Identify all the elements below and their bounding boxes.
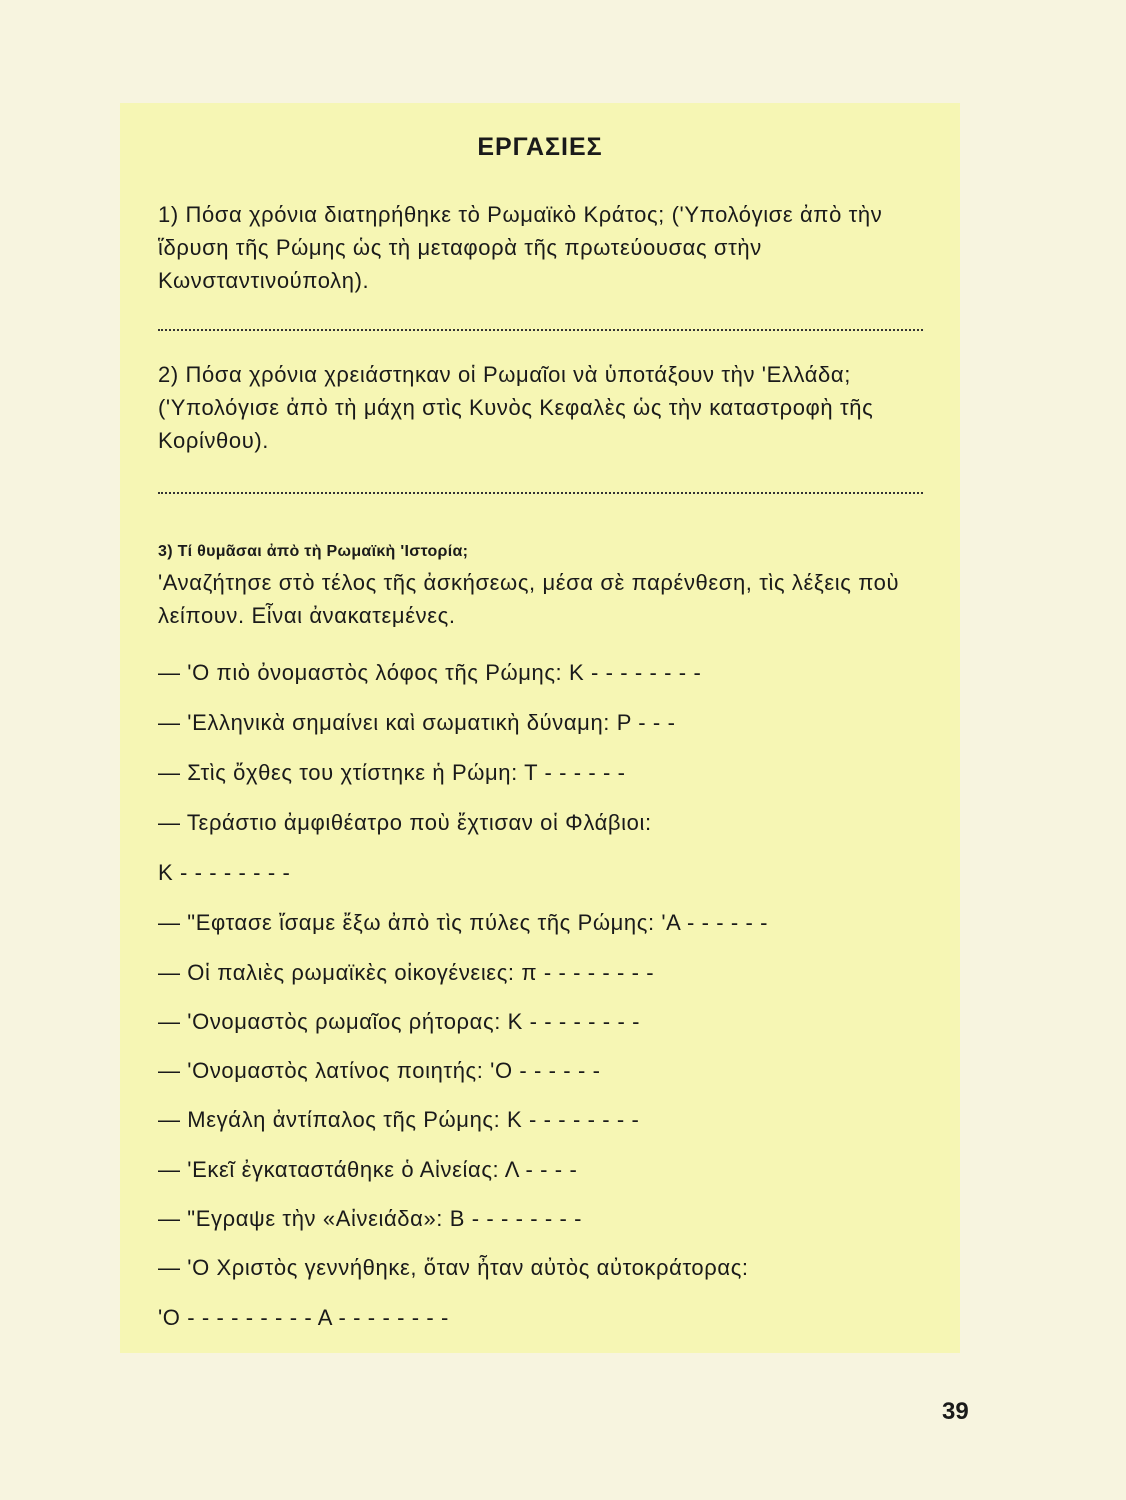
list-item: — 'Εκεῖ ἐγκαταστάθηκε ὁ Αἰνείας: Λ - - - - bbox=[158, 1157, 578, 1182]
page-number: 39 bbox=[942, 1398, 969, 1425]
question-3-heading: 3) Τί θυμᾶσαι ἀπὸ τὴ Ρωμαϊκὴ 'Ιστορία; bbox=[158, 543, 469, 560]
answer-line-2 bbox=[158, 492, 923, 494]
question-2: 2) Πόσα χρόνια χρειάστηκαν οἱ Ρωμαῖοι νὰ ὑποτάξουν τὴν 'Ελλάδα; ('Υπολόγισε ἀπὸ τὴ μάχη στὶς Κυνὸς Κεφαλὲς ὡς τὴν καταστροφὴ τῆς Κορίνθου). bbox=[158, 362, 874, 453]
answer-line-1 bbox=[158, 329, 923, 331]
question-3-intro: 'Αναζήτησε στὸ τέλος τῆς ἀσκήσεως, μέσα σὲ παρένθεση, τὶς λέξεις ποὺ λείπουν. Εἶναι ἀνακατεμένες. bbox=[158, 570, 900, 628]
exercise-panel bbox=[120, 103, 960, 1353]
list-item: — "Εγραψε τὴν «Αἰνειάδα»: Β - - - - - - - - bbox=[158, 1206, 583, 1231]
list-item: — Στὶς ὄχθες του χτίστηκε ἡ Ρώμη: Τ - - - - - - bbox=[158, 760, 626, 785]
list-item: — "Εφτασε ἴσαμε ἔξω ἀπὸ τὶς πύλες τῆς Ρώμης: 'Α - - - - - - bbox=[158, 910, 769, 935]
list-item: Κ - - - - - - - - bbox=[158, 860, 291, 885]
list-item: — Τεράστιο ἀμφιθέατρο ποὺ ἔχτισαν οἱ Φλάβιοι: bbox=[158, 810, 652, 835]
question-1: 1) Πόσα χρόνια διατηρήθηκε τὸ Ρωμαϊκὸ Κράτος; ('Υπολόγισε ἀπὸ τὴν ἵδρυση τῆς Ρώμης ὡς τὴ μεταφορὰ τῆς πρωτεύουσας στὴν Κωνσταντινούπολη). bbox=[158, 202, 883, 293]
list-item: — 'Ονομαστὸς λατίνος ποιητής: 'Ο - - - - - - bbox=[158, 1058, 601, 1083]
list-item: 'Ο - - - - - - - - - Α - - - - - - - - bbox=[158, 1305, 449, 1330]
list-item: — Οἱ παλιὲς ρωμαϊκὲς οἰκογένειες: π - - - - - - - - bbox=[158, 960, 655, 985]
list-item: — 'Ο Χριστὸς γεννήθηκε, ὅταν ἦταν αὐτὸς αὐτοκράτορας: bbox=[158, 1255, 749, 1280]
list-item: — Μεγάλη ἀντίπαλος τῆς Ρώμης: Κ - - - - - - - - bbox=[158, 1107, 640, 1132]
list-item: — 'Ο πιὸ ὀνομαστὸς λόφος τῆς Ρώμης: Κ - - - - - - - - bbox=[158, 660, 702, 685]
list-item: — 'Ονομαστὸς ρωμαῖος ρήτορας: Κ - - - - - - - - bbox=[158, 1009, 641, 1034]
page-title: ΕΡΓΑΣΙΕΣ bbox=[477, 133, 603, 161]
list-item: — 'Ελληνικὰ σημαίνει καὶ σωματικὴ δύναμη: Ρ - - - bbox=[158, 710, 676, 735]
